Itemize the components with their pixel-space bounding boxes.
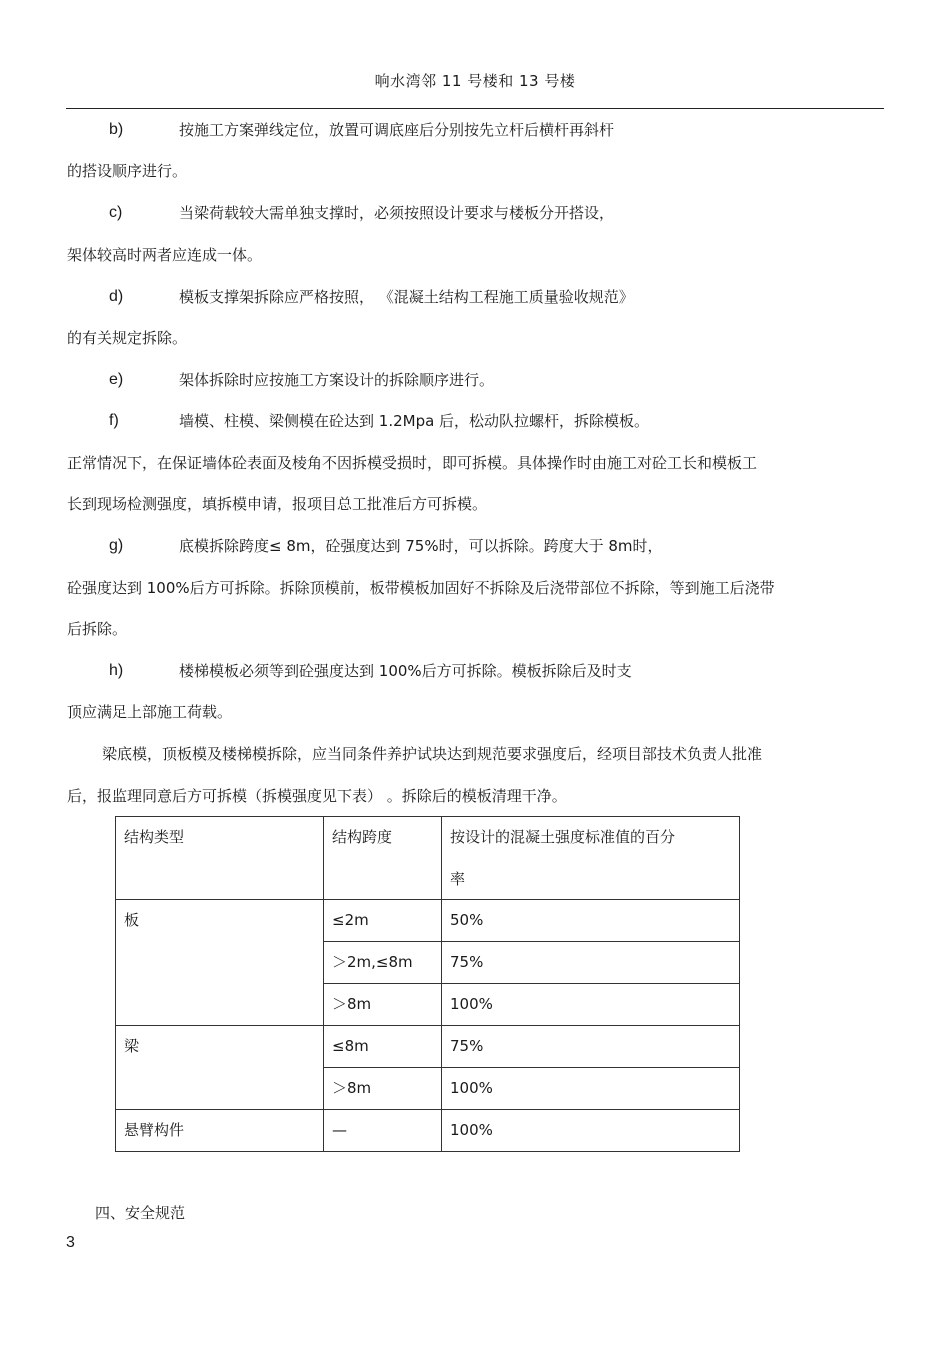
item-text: 墙模、柱模、梁侧模在砼达到 1.2Mpa 后，松动队拉螺杆，拆除模板。: [179, 412, 650, 430]
table-row: [116, 900, 740, 942]
table-cell-type: 梁: [116, 1026, 324, 1110]
item-continuation: 正常情况下，在保证墙体砼表面及棱角不因拆模受损时，即可拆模。具体操作时由施工对砼工长和模板工: [67, 454, 758, 472]
item-continuation: 顶应满足上部施工荷载。: [67, 703, 233, 721]
item-continuation: 砼强度达到 100%后方可拆除。拆除顶模前，板带模板加固好不拆除及后浇带部位不拆除，等到施工后浇带: [67, 579, 775, 597]
table-cell-percent: 75%: [442, 942, 740, 984]
table-cell-span: —: [324, 1110, 442, 1152]
item-label: g): [109, 537, 124, 554]
paragraph-line: 后，报监理同意后方可拆模（拆模强度见下表） 。拆除后的模板清理干净。: [67, 787, 567, 805]
item-label: b): [109, 121, 124, 138]
table-cell-percent: 75%: [442, 1026, 740, 1068]
item-continuation: 架体较高时两者应连成一体。: [67, 246, 263, 264]
table-cell-percent: 50%: [442, 900, 740, 942]
item-continuation: 的有关规定拆除。: [67, 329, 188, 347]
table-header-row: [116, 817, 740, 900]
item-label: d): [109, 288, 124, 305]
table-cell-type: 板: [116, 900, 324, 1026]
table-cell-percent: 100%: [442, 1110, 740, 1152]
table-row: [116, 1110, 740, 1152]
table-cell-span: ≤2m: [324, 900, 442, 942]
strip-strength-table: [115, 816, 740, 1152]
paragraph-line: 梁底模，顶板模及楼梯模拆除，应当同条件养护试块达到规范要求强度后，经项目部技术负责人批准: [102, 745, 763, 763]
item-text: 楼梯模板必须等到砼强度达到 100%后方可拆除。模板拆除后及时支: [179, 662, 632, 680]
table-cell-percent: 100%: [442, 984, 740, 1026]
table-header-cell: 结构类型: [116, 817, 324, 900]
item-label: f): [109, 412, 119, 429]
table-header-cell: [442, 817, 740, 900]
item-label: h): [109, 662, 124, 679]
item-text: 当梁荷载较大需单独支撑时，必须按照设计要求与楼板分开搭设，: [179, 204, 615, 222]
page-number: 3: [66, 1234, 75, 1251]
table-cell-span: ＞2m,≤8m: [324, 942, 442, 984]
item-continuation: 的搭设顺序进行。: [67, 162, 188, 180]
item-text: 按施工方案弹线定位，放置可调底座后分别按先立杆后横杆再斜杆: [179, 121, 615, 139]
item-continuation: 长到现场检测强度，填拆模申请，报项目总工批准后方可拆模。: [67, 495, 488, 513]
table-cell-span: ＞8m: [324, 1068, 442, 1110]
item-label: c): [109, 204, 123, 221]
table-cell-percent: 100%: [442, 1068, 740, 1110]
table-cell-span: ≤8m: [324, 1026, 442, 1068]
table-cell-span: ＞8m: [324, 984, 442, 1026]
item-label: e): [109, 371, 124, 388]
table-cell-type: 悬臂构件: [116, 1110, 324, 1152]
table-header-cell: 结构跨度: [324, 817, 442, 900]
section-heading: 四、安全规范: [95, 1204, 186, 1222]
item-text: 架体拆除时应按施工方案设计的拆除顺序进行。: [179, 371, 495, 389]
item-text: 底模拆除跨度≤ 8m，砼强度达到 75%时，可以拆除。跨度大于 8m时，: [179, 537, 663, 555]
table-header-line: 率: [450, 870, 466, 888]
item-text: 模板支撑架拆除应严格按照， 《混凝土结构工程施工质量验收规范》: [179, 288, 634, 306]
page-header-title: 响水湾邻 11 号楼和 13 号楼: [374, 72, 576, 90]
item-continuation: 后拆除。: [67, 620, 128, 638]
header-rule: [66, 108, 884, 109]
table-row: [116, 1026, 740, 1068]
table-header-line: 按设计的混凝土强度标准值的百分: [450, 828, 676, 846]
